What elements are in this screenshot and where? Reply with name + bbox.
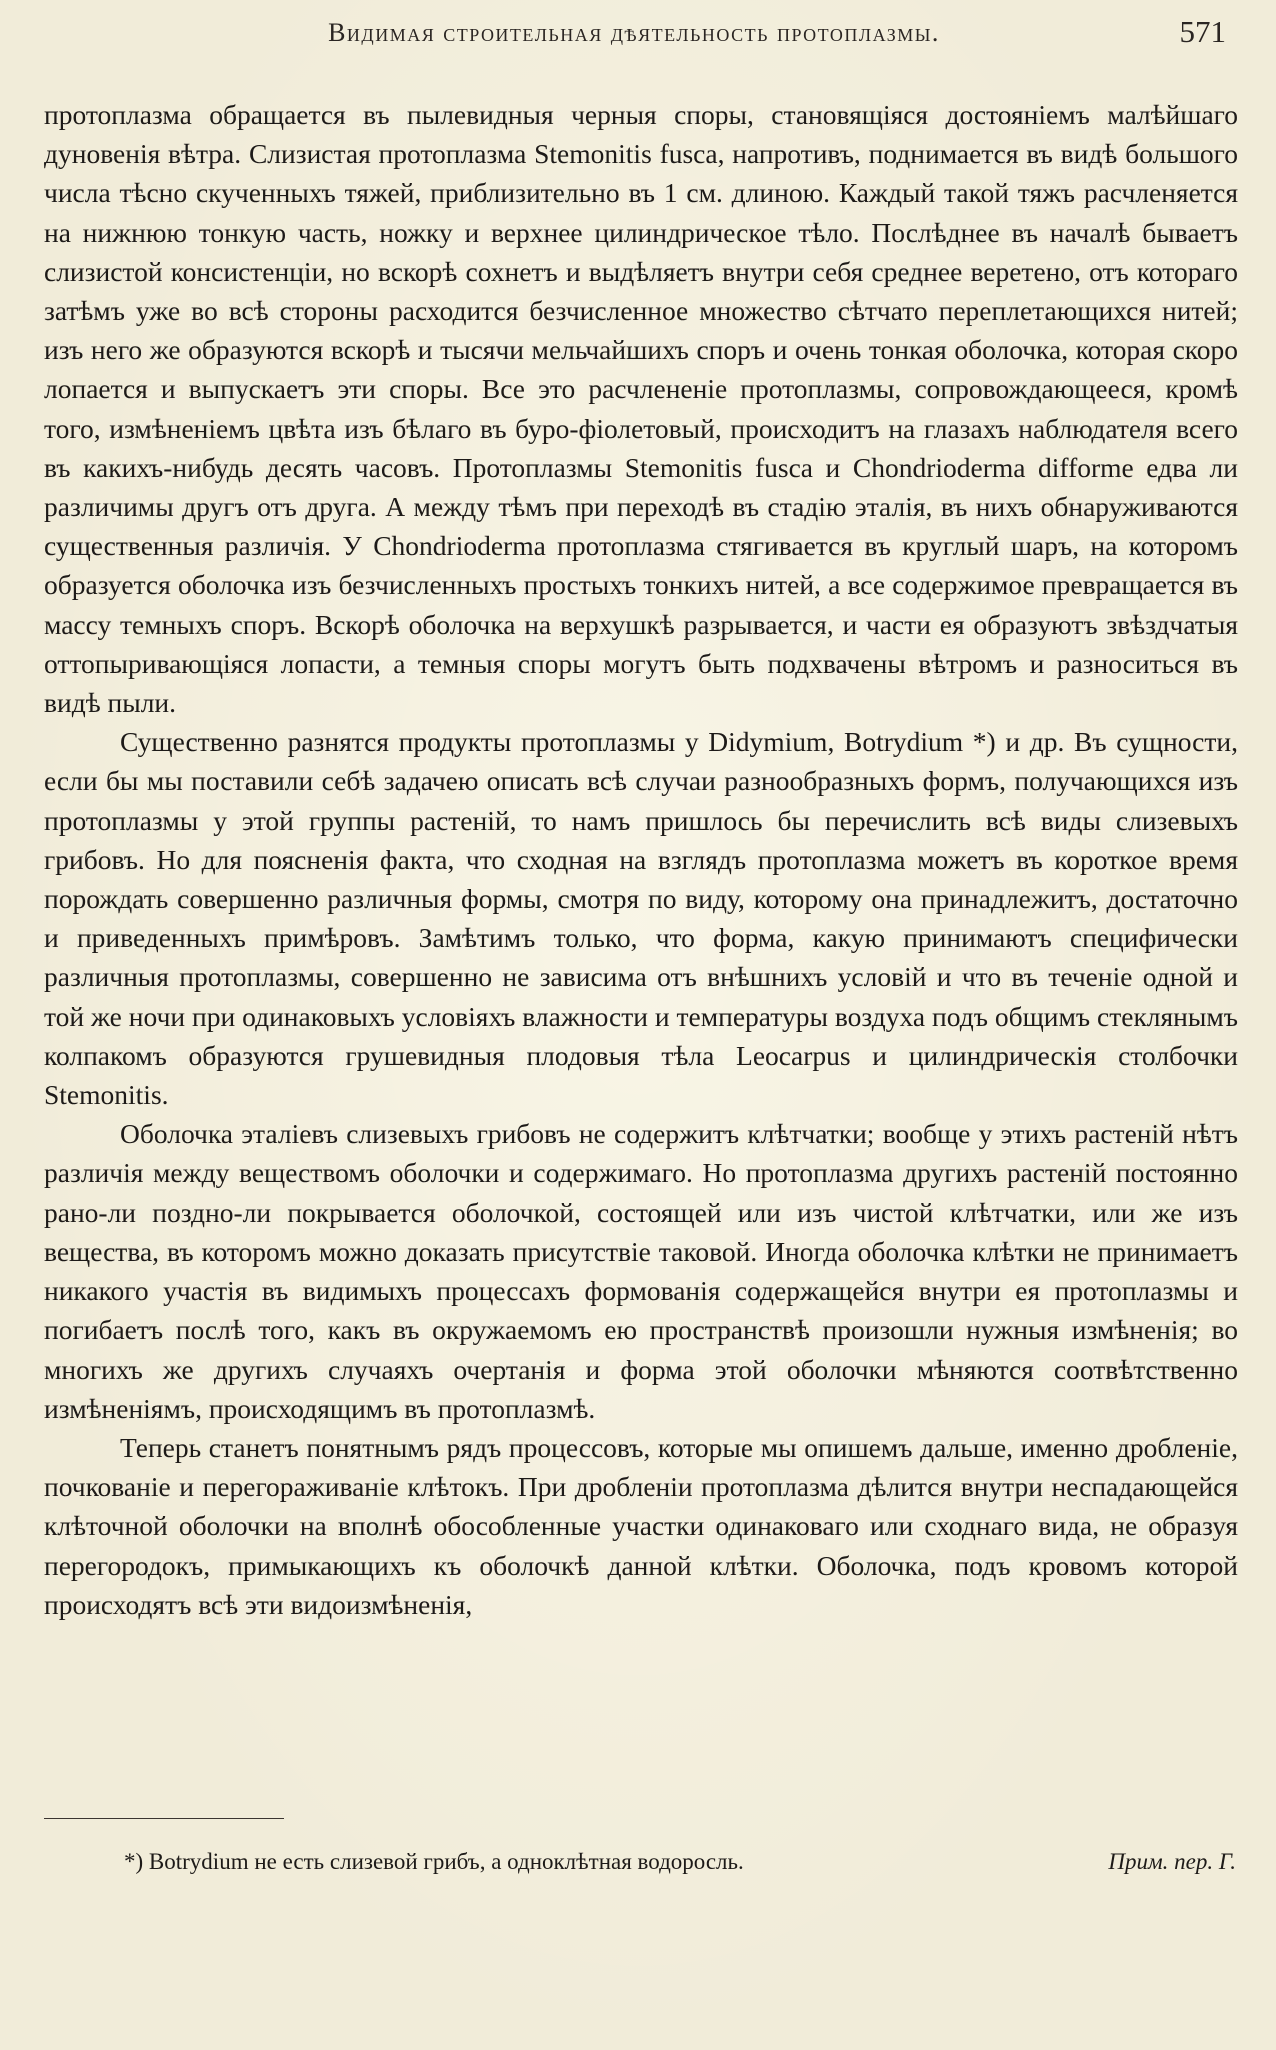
- footnote-text: *) Botrydium не есть слизевой грибъ, а одноклѣтная водоросль.: [124, 1849, 744, 1874]
- paragraph-1: протоплазма обращается въ пылевидныя черныя споры, становящіяся достояніемъ малѣйшаго дуновенія вѣтра. Слизистая протоплазма Stemonitis fusca, напротивъ, поднимается въ видѣ большого числа тѣсно скученныхъ тяжей, приблизительно въ 1 см. длиною. Каждый такой тяжъ расчленяется на нижнюю тонкую часть, ножку и верхнее цилиндрическое тѣло. Послѣднее въ началѣ бываетъ слизистой консистенціи, но вскорѣ сохнетъ и выдѣляетъ внутри себя среднее веретено, отъ котораго затѣмъ уже во всѣ стороны расходится безчисленное множество сѣтчато переплетающихся нитей; изъ него же образуются вскорѣ и тысячи мельчайшихъ споръ и очень тонкая оболочка, которая скоро лопается и выпускаетъ эти споры. Все это расчлененіе протоплазмы, сопровождающееся, кромѣ того, измѣненіемъ цвѣта изъ бѣлаго въ буро-фіолетовый, происходитъ на глазахъ наблюдателя всего въ какихъ-нибудь десять часовъ. Протоплазмы Stemonitis fusca и Chondrioderma difforme едва ли различимы другъ отъ друга. А между тѣмъ при переходѣ въ стадію эталія, въ нихъ обнаруживаются существенныя различія. У Chondrioderma протоплазма стягивается въ круглый шаръ, на которомъ образуется оболочка изъ безчисленныхъ простыхъ тонкихъ нитей, а все содержимое превращается въ массу темныхъ споръ. Вскорѣ оболочка на верхушкѣ разрывается, и части ея образуютъ звѣздчатыя оттопыривающіяся лопасти, а темныя споры могутъ быть подхвачены вѣтромъ и разноситься въ видѣ пыли.: [44, 99, 1238, 719]
- footnote: [44, 1847, 1238, 1877]
- footnote-divider: [44, 1818, 284, 1819]
- paragraph-4: Теперь станетъ понятнымъ рядъ процессовъ, которые мы опишемъ дальше, именно дробленіе, почкованіе и перегораживаніе клѣтокъ. При дробленіи протоплазма дѣлится внутри неспадающейся клѣточной оболочки на вполнѣ обособленные участки одинаковаго или сходнаго вида, не образуя перегородокъ, примыкающихъ къ оболочкѣ данной клѣтки. Оболочка, подъ кровомъ которой происходятъ всѣ эти видоизмѣненія,: [44, 1431, 1238, 1620]
- footnote-signature: Прим. пер. Г.: [1108, 1849, 1236, 1874]
- running-title: Видимая строительная дѣятельность протоплазмы.: [328, 18, 940, 47]
- paragraph-2: Существенно разнятся продукты протоплазмы у Didymium, Botrydium *) и др. Въ сущности, если бы мы поставили себѣ задачею описать всѣ случаи разнообразныхъ формъ, получающихся изъ протоплазмы у этой группы растеній, то намъ пришлось бы перечислить всѣ виды слизевыхъ грибовъ. Но для поясненія факта, что сходная на взглядъ протоплазма можетъ въ короткое время порождать совершенно различныя формы, смотря по виду, которому она принадлежитъ, достаточно и приведенныхъ примѣровъ. Замѣтимъ только, что форма, какую принимаютъ специфически различныя протоплазмы, совершенно не зависима отъ внѣшнихъ условій и что въ теченіе одной и той же ночи при одинаковыхъ условіяхъ влажности и температуры воздуха подъ общимъ стеклянымъ колпакомъ образуются грушевидныя плодовыя тѣла Leocarpus и цилиндрическія столбочки Stemonitis.: [44, 726, 1238, 1111]
- body-text: [44, 95, 1238, 1624]
- paragraph-3: Оболочка эталіевъ слизевыхъ грибовъ не содержитъ клѣтчатки; вообще у этихъ растеній нѣтъ различія между веществомъ оболочки и содержимаго. Но протоплазма другихъ растеній постоянно рано-ли поздно-ли покрывается оболочкой, состоящей или изъ чистой клѣтчатки, или же изъ вещества, въ которомъ можно доказать присутствіе таковой. Иногда оболочка клѣтки не принимаетъ никакого участія въ видимыхъ процессахъ формованія содержащейся внутри ея протоплазмы и погибаетъ послѣ того, какъ въ окружаемомъ ею пространствѣ произошли нужныя измѣненія; во многихъ же другихъ случаяхъ очертанія и форма этой оболочки мѣняются соотвѣтственно измѣненіямъ, происходящимъ въ протоплазмѣ.: [44, 1118, 1238, 1424]
- page-number: 571: [1179, 14, 1226, 49]
